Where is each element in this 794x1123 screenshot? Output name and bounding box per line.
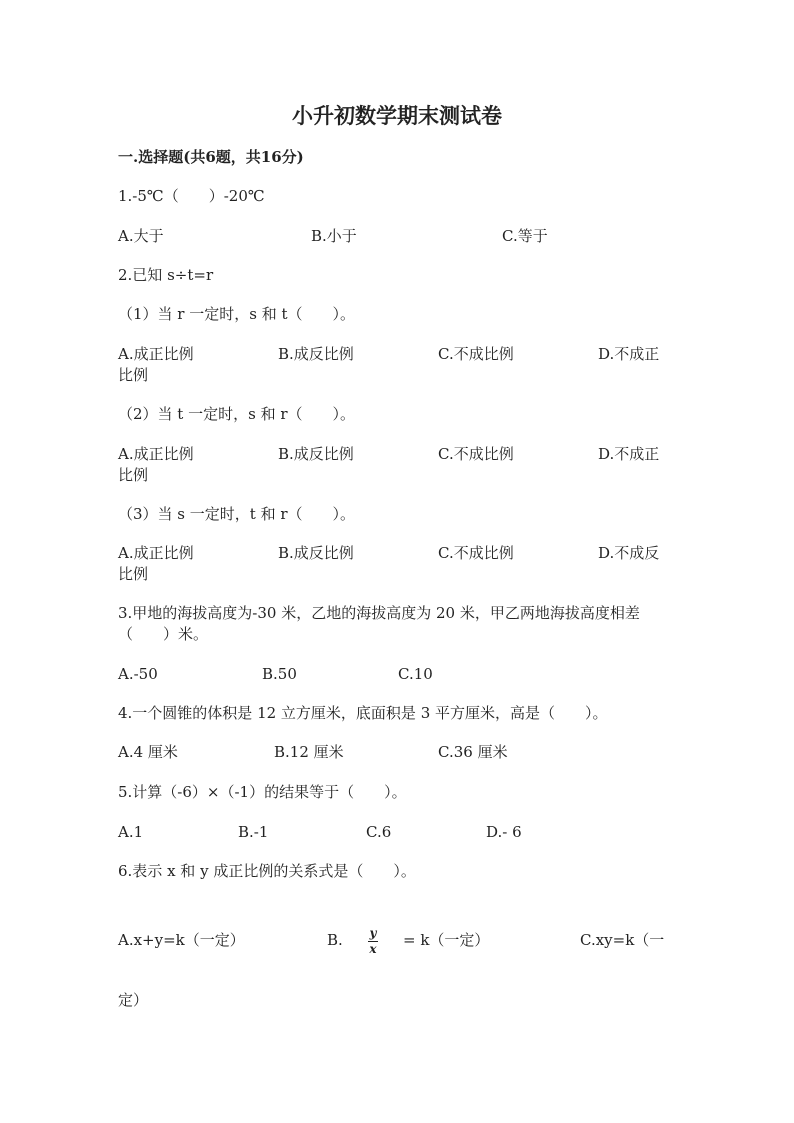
q2p1-option-d-cont: 比例 [118,366,149,384]
section-heading: 一.选择题(共6题，共16分) [118,148,304,166]
q2p2-option-b: B.成反比例 [278,445,354,463]
q2p1-option-a: A.成正比例 [118,345,194,363]
q5-option-a: A.1 [118,823,144,841]
q2p1-option-c: C.不成比例 [438,345,514,363]
q6-option-c-cont: 定） [118,991,149,1009]
q2p3-option-b: B.成反比例 [278,544,354,562]
q1-option-a: A.大于 [118,227,164,245]
question-6: 6.表示 x 和 y 成正比例的关系式是（ ）。 [118,862,416,880]
q4-option-c: C.36 厘米 [438,743,508,761]
q1-option-c: C.等于 [502,227,548,245]
q1-option-b: B.小于 [311,227,357,245]
q5-option-d: D.- 6 [486,823,522,841]
q6-option-c: C.xy=k（一 [580,931,665,949]
q6-option-b-expression: = k（一定） [403,931,490,949]
q2p3-option-c: C.不成比例 [438,544,514,562]
q2p2-option-d-cont: 比例 [118,466,149,484]
q2p3-option-a: A.成正比例 [118,544,194,562]
fraction-denominator: x [369,942,377,956]
question-2: 2.已知 s÷t=r [118,266,214,284]
question-4: 4.一个圆锥的体积是 12 立方厘米，底面积是 3 平方厘米，高是（ ）。 [118,704,608,722]
question-2-part-1: （1）当 r 一定时，s 和 t（ ）。 [118,305,356,323]
q3-option-b: B.50 [262,665,297,683]
q6-option-a: A.x+y=k（一定） [118,931,245,949]
question-2-part-2: （2）当 t 一定时，s 和 r（ ）。 [118,405,356,423]
q2p2-option-d: D.不成正 [598,445,660,463]
page-title: 小升初数学期末测试卷 [292,103,502,128]
question-5: 5.计算（-6）×（-1）的结果等于（ ）。 [118,783,407,801]
q2p2-option-a: A.成正比例 [118,445,194,463]
question-2-part-3: （3）当 s 一定时，t 和 r（ ）。 [118,505,356,523]
q4-option-a: A.4 厘米 [118,743,178,761]
q5-option-b: B.-1 [238,823,269,841]
q2p1-option-b: B.成反比例 [278,345,354,363]
q5-option-c: C.6 [366,823,392,841]
q3-option-a: A.-50 [118,665,158,683]
q2p3-option-d: D.不成反 [598,544,660,562]
q3-option-c: C.10 [398,665,433,683]
q6-option-b-fraction [368,927,378,956]
q4-option-b: B.12 厘米 [274,743,344,761]
question-3-cont: （ ）米。 [118,625,209,643]
question-3: 3.甲地的海拔高度为-30 米，乙地的海拔高度为 20 米，甲乙两地海拔高度相差 [118,604,640,622]
q6-option-b-label: B. [327,931,343,949]
q2p3-option-d-cont: 比例 [118,565,149,583]
question-1: 1.-5℃（ ）-20℃ [118,187,265,205]
fraction-numerator: y [369,926,377,940]
q2p1-option-d: D.不成正 [598,345,660,363]
q2p2-option-c: C.不成比例 [438,445,514,463]
